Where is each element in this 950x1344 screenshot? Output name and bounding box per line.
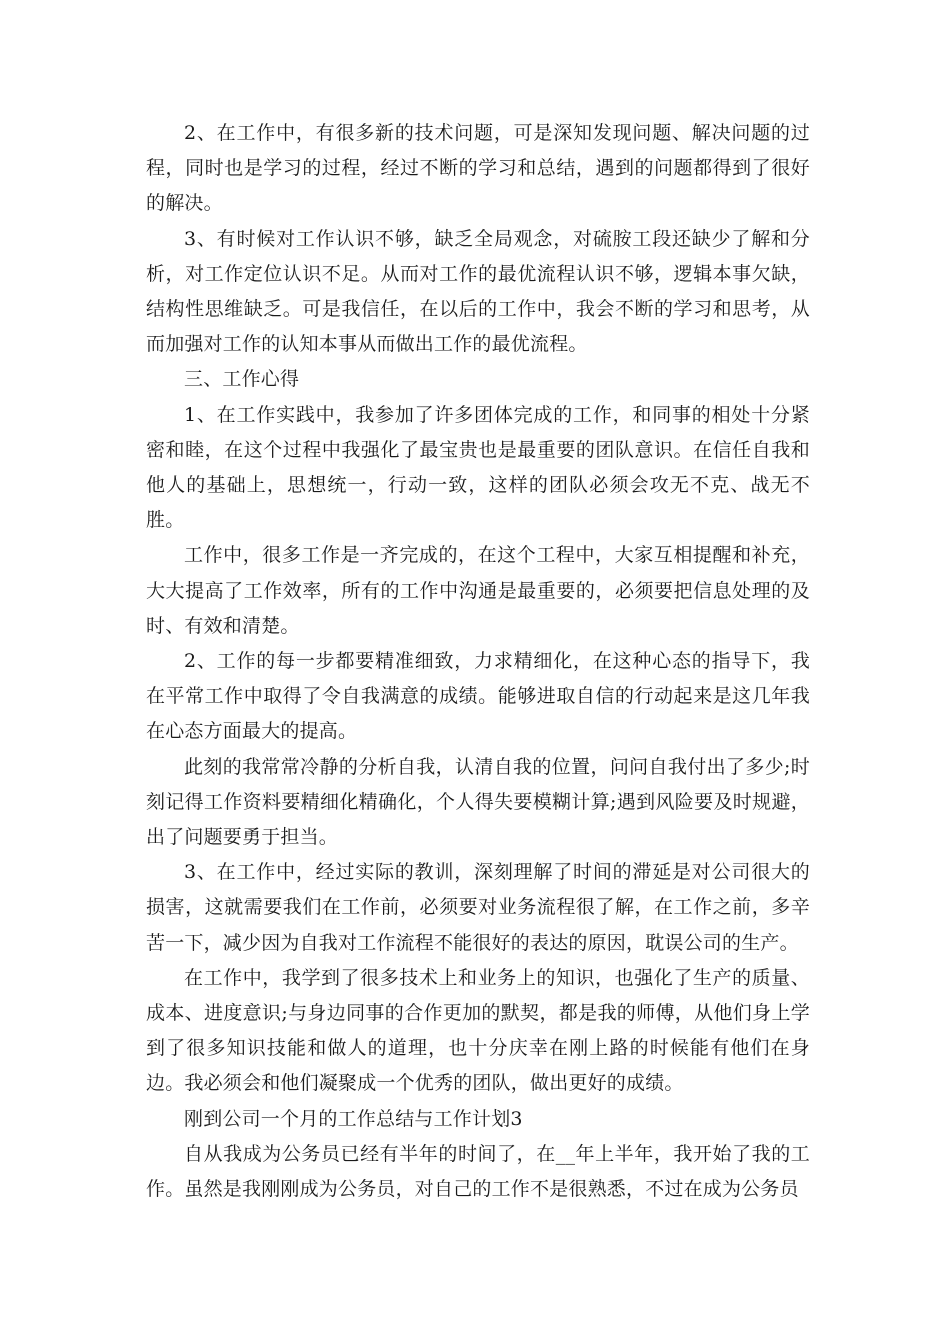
paragraph-communication: 工作中，很多工作是一齐完成的，在这个工程中，大家互相提醒和补充，大大提高了工作效率，所有的工作中沟通是最重要的，必须要把信息处理的及时、有效和清楚。 (146, 544, 810, 637)
paragraph-self-analysis: 此刻的我常常冷静的分析自我，认清自我的位置，问问自我付出了多少;时刻记得工作资料要精细化精确化，个人得失要模糊计算;遇到风险要及时规避，出了问题要勇于担当。 (146, 755, 810, 849)
paragraph-team-practice: 1、在工作实践中，我参加了许多团体完成的工作，和同事的相处十分紧密和睦，在这个过程中我强化了最宝贵也是最重要的团队意识。在信任自我和他人的基础上，思想统一，行动一致，这样的团队必须会攻无不克、战无不胜。 (146, 403, 810, 532)
document-body (146, 116, 810, 1207)
paragraph-time-lessons: 3、在工作中，经过实际的教训，深刻理解了时间的滞延是对公司很大的损害，这就需要我们在工作前，必须要对业务流程很了解，在工作之前，多辛苦一下，减少因为自我对工作流程不能很好的表达的原因，耽误公司的生产。 (146, 861, 810, 954)
section-heading-work-insights: 三、工作心得 (184, 368, 300, 391)
paragraph-colleagues: 在工作中，我学到了很多技术上和业务上的知识，也强化了生产的质量、成本、进度意识;与身边同事的合作更加的默契，都是我的师傅，从他们身上学到了很多知识技能和做人的道理，也十分庆幸在刚上路的时候能有他们在身边。我必须会和他们凝聚成一个优秀的团队，做出更好的成绩。 (146, 966, 810, 1095)
paragraph-precision: 2、工作的每一步都要精准细致，力求精细化，在这种心态的指导下，我在平常工作中取得了令自我满意的成绩。能够进取自信的行动起来是这几年我在心态方面最大的提高。 (146, 650, 810, 743)
article-title-summary-3: 刚到公司一个月的工作总结与工作计划3 (184, 1107, 523, 1130)
paragraph-work-understanding: 3、有时候对工作认识不够，缺乏全局观念，对硫胺工段还缺少了解和分析，对工作定位认识不足。从而对工作的最优流程认识不够，逻辑本事欠缺，结构性思维缺乏。可是我信任，在以后的工作中，我会不断的学习和思考，从而加强对工作的认知本事从而做出工作的最优流程。 (146, 227, 810, 356)
paragraph-tech-problems: 2、在工作中，有很多新的技术问题，可是深知发现问题、解决问题的过程，同时也是学习的过程，经过不断的学习和总结，遇到的问题都得到了很好的解决。 (146, 122, 810, 215)
paragraph-civil-servant: 自从我成为公务员已经有半年的时间了，在__年上半年，我开始了我的工作。虽然是我刚刚成为公务员，对自己的工作不是很熟悉，不过在成为公务员 (146, 1142, 810, 1201)
